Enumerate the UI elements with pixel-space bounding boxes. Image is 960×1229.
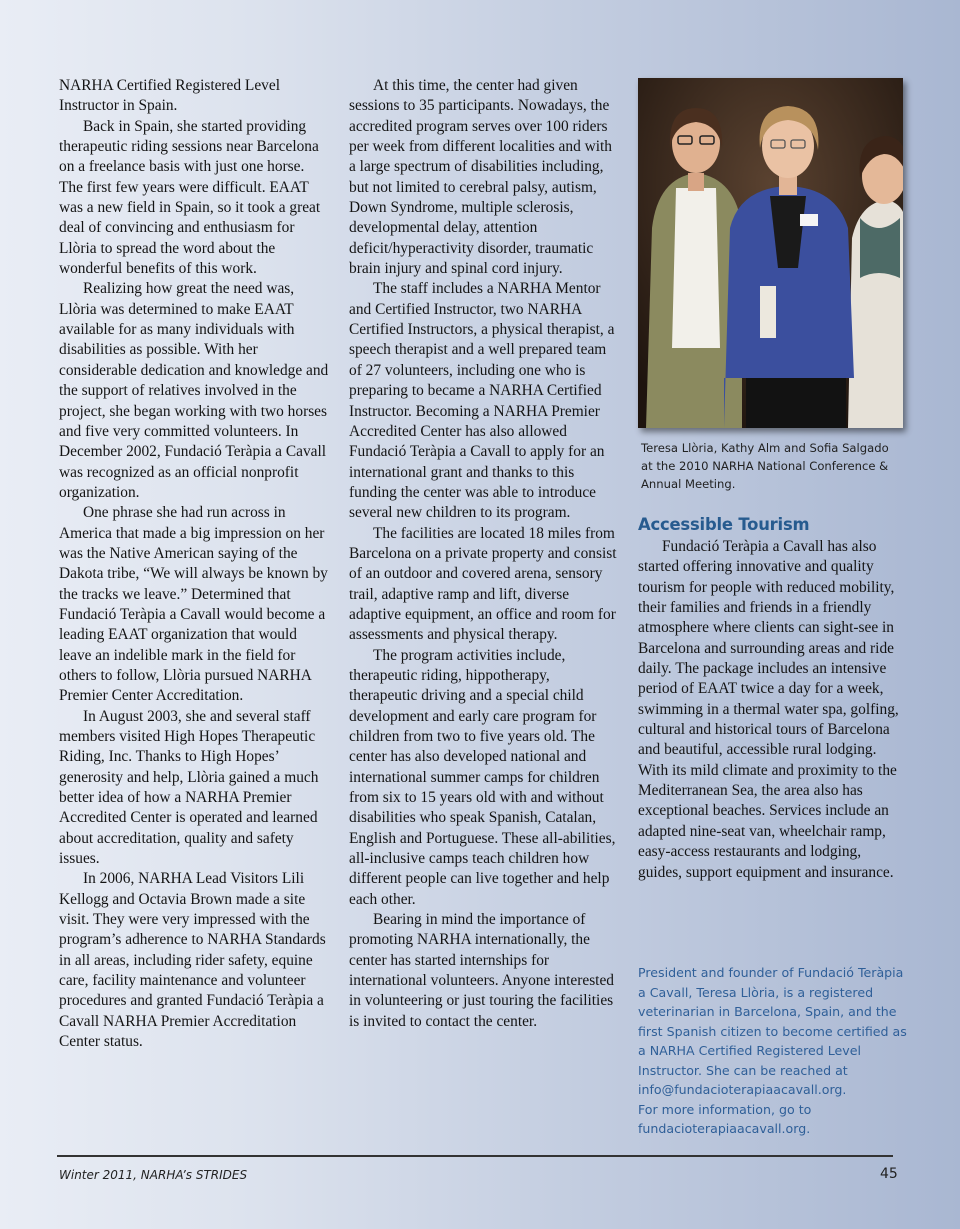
col1-paragraph-4: One phrase she had run across in America that made a big impression on her was the Native American saying of the Dakota tribe, “We will always be known by the tracks we leave.” Determined that Fundació Teràpia a Cavall would become a leading EAAT organization that would leave an indelible mark in the field for others to follow, Llòria pursued NARHA Premier Center Accreditation. [59, 504, 328, 705]
bio-more-info: For more information, go to fundacioterapiaacavall.org. [638, 1101, 812, 1136]
col2-paragraph-1: At this time, the center had given sessions to 35 participants. Nowadays, the accredited program serves over 100 riders per week from different localities and with a large spectrum of disabilities including, but not limited to cerebral palsy, autism, Down Syndrome, multiple sclerosis, developmental delay, attention deficit/hyperactivity disorder, traumatic brain injury and spinal cord injury. [349, 77, 612, 278]
col1-paragraph-1: NARHA Certified Registered Level Instructor in Spain. [59, 77, 280, 115]
col1-paragraph-5: In August 2003, she and several staff members visited High Hopes Therapeutic Riding, Inc. Thanks to High Hopes’ generosity and help, Llòria gained a much better idea of how a NARHA Premier Accredited Center is operated and learned about accreditation, quality and safety issues. [59, 707, 319, 868]
bio-text: President and founder of Fundació Teràpia a Cavall, Teresa Llòria, is a registered veterinarian in Barcelona, Spain, and the first Spanish citizen to become certified as a NARHA Certified Registered Level Instructor. She can be reached at info@fundacioterapiaacavall.org. [638, 965, 907, 1097]
col1-paragraph-2: Back in Spain, she started providing therapeutic riding sessions near Barcelona on a freelance basis with just one horse. The first few years were difficult. EAAT was a new field in Spain, so it took a great deal of convincing and enthusiasm for Llòria to spread the word about the wonderful benefits of this work. [59, 117, 321, 278]
footer-publication: Winter 2011, NARHA’s STRIDES [59, 1168, 248, 1182]
col1-paragraph-3: Realizing how great the need was, Llòria was determined to make EAAT available for as many individuals with disabilities as possible. With her considerable dedication and knowledge and the support of relatives involved in the project, she began working with two horses and five very committed volunteers. In December 2002, Fundació Teràpia a Cavall was recognized as an official nonprofit organization. [59, 280, 329, 501]
photo-illustration [638, 78, 903, 428]
col1-paragraph-6: In 2006, NARHA Lead Visitors Lili Kellogg and Octavia Brown made a site visit. They were very impressed with the program’s adherence to NARHA Standards in all areas, including rider safety, equine care, facility maintenance and volunteer procedures and granted Fundació Teràpia a Cavall NARHA Premier Accreditation Center status. [59, 870, 326, 1051]
photo-caption: Teresa Llòria, Kathy Alm and Sofia Salgado at the 2010 NARHA National Conference & Annual Meeting. [641, 441, 889, 491]
col2-paragraph-3: The facilities are located 18 miles from Barcelona on a private property and consist of an outdoor and covered arena, sensory trail, adaptive ramp and lift, diverse adaptive equipment, an office and room for assessments and physical therapy. [349, 524, 617, 644]
article-column-2 [349, 76, 621, 1032]
section-heading-accessible-tourism: Accessible Tourism [638, 515, 810, 534]
author-bio [638, 963, 908, 1139]
page-number: 45 [880, 1166, 898, 1182]
article-column-1 [59, 76, 329, 1053]
conference-photo [638, 78, 903, 428]
col2-paragraph-4: The program activities include, therapeutic riding, hippotherapy, therapeutic driving and a special child development and early care program for children from two to five years old. The center has also developed national and international summer camps for children from six to 15 years old with and without disabilities who speak Spanish, Catalan, English and Portuguese. These all-abilities, all-inclusive camps teach children how different people can live together and help each other. [349, 646, 616, 908]
accessible-tourism-paragraph: Fundació Teràpia a Cavall has also started offering innovative and quality tourism for people with reduced mobility, their families and friends in a friendly atmosphere where clients can sight-see in Barcelona and surrounding areas and ride daily. The package includes an intensive period of EAAT twice a day for a week, swimming in a thermal water spa, golfing, cultural and historical tours of Barcelona and beautiful, accessible rural lodging. With its mild climate and proximity to the Mediterranean Sea, the area also has exceptional beaches. Services include an adapted nine-seat van, wheelchair ramp, easy-access restaurants and lodging, guides, support equipment and insurance. [638, 538, 899, 881]
col2-paragraph-2: The staff includes a NARHA Mentor and Certified Instructor, two NARHA Certified Instructors, a physical therapist, a speech therapist and a well prepared team of 27 volunteers, including one who is preparing to became a NARHA Certified Instructor. Becoming a NARHA Premier Accredited Center has also allowed Fundació Teràpia a Cavall to apply for an international grant and thanks to this funding the center was able to introduce several new children to its program. [349, 280, 615, 522]
footer-divider [57, 1155, 893, 1157]
col2-paragraph-5: Bearing in mind the importance of promoting NARHA internationally, the center has started internships for international volunteers. Anyone interested in volunteering or just touring the facilities is invited to contact the center. [349, 911, 614, 1030]
accessible-tourism-column [638, 537, 906, 883]
